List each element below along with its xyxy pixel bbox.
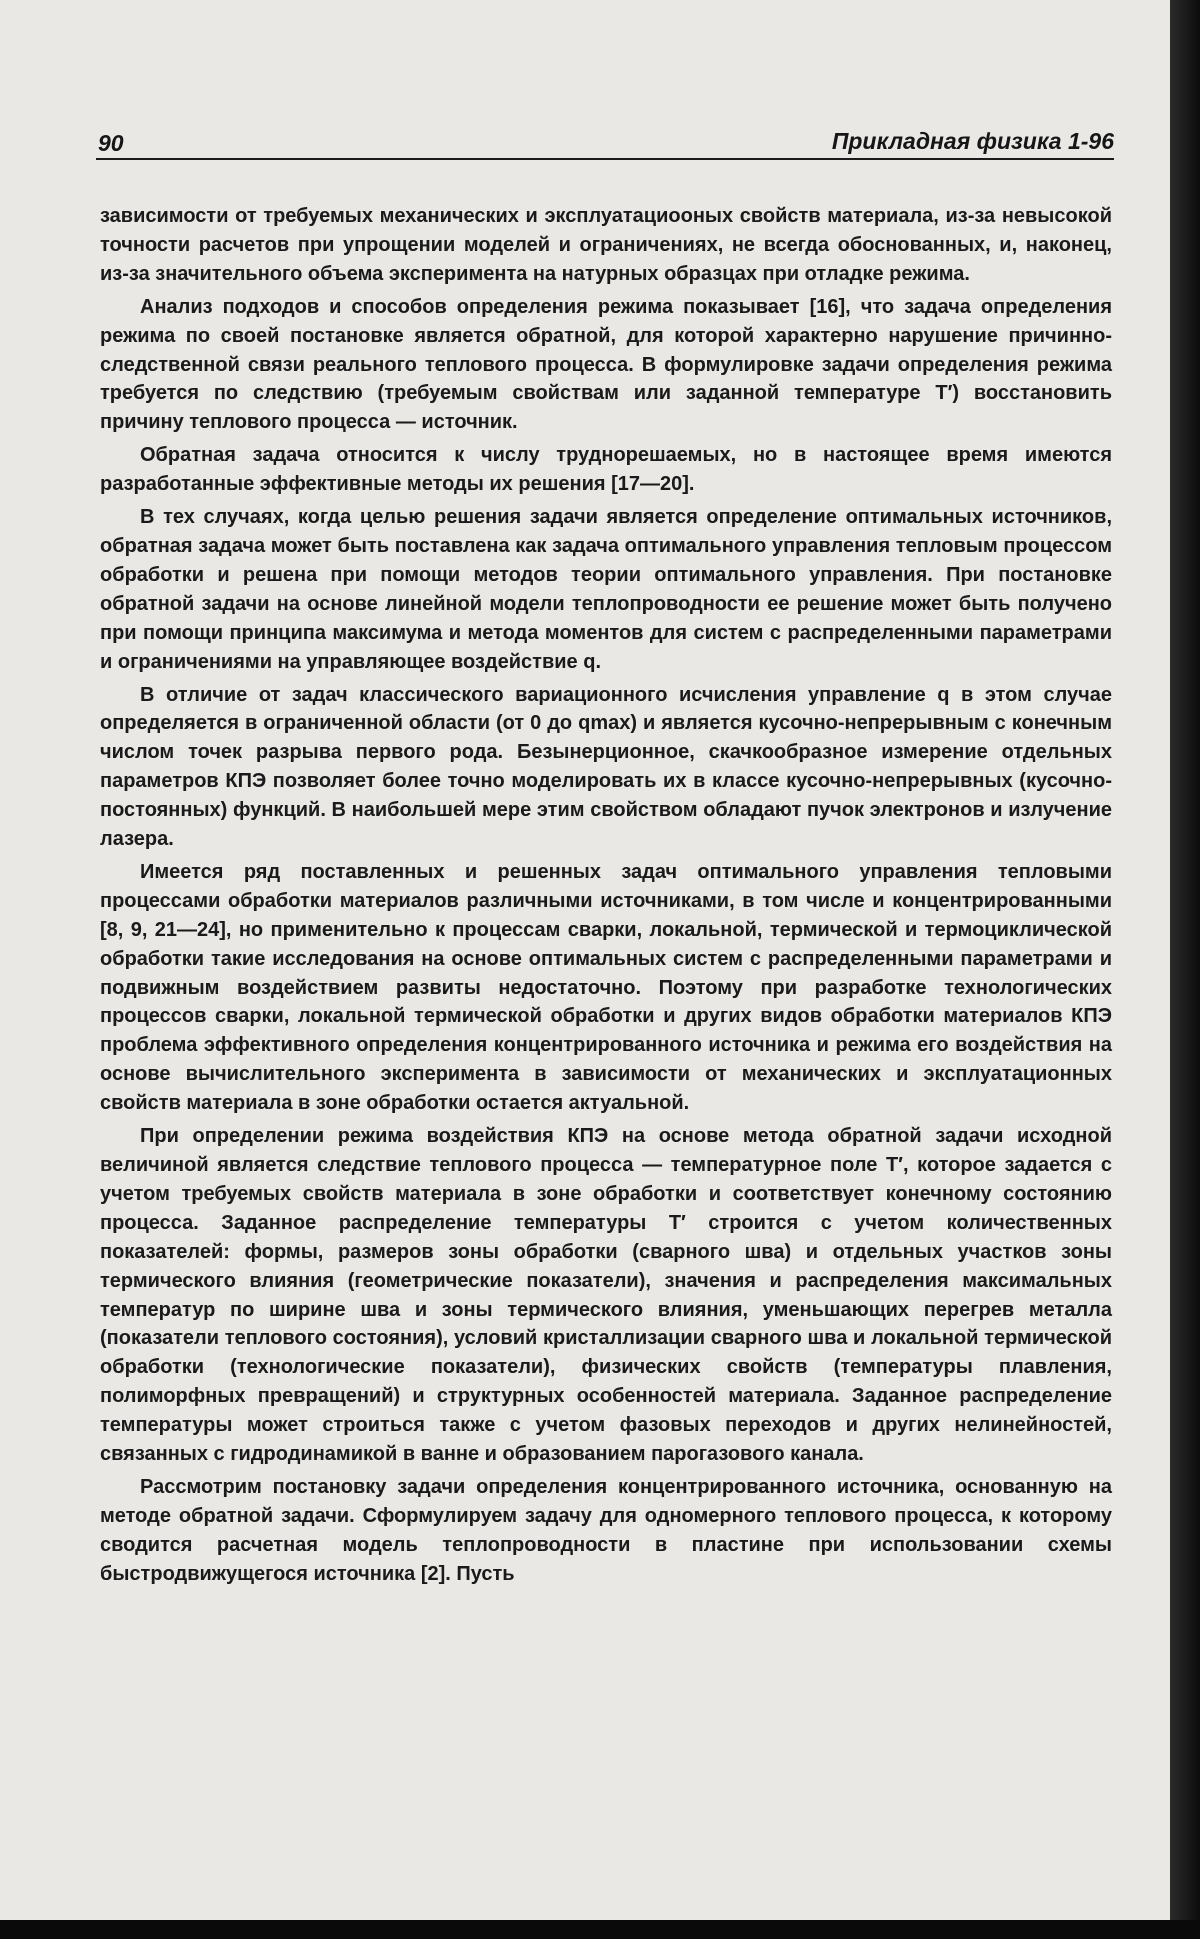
paragraph: Анализ подходов и способов определения режима показывает [16], что задача определения режима по своей постановке является обратной, для которой характерно нарушение причинно-следственной связи реального теплового процесса. В формулировке задачи определения режима требуется по следствию (требуемым свойствам или заданной температуре T′) восстановить причину теплового процесса — источник. xyxy=(100,295,1112,434)
paragraph: Обратная задача относится к числу труднорешаемых, но в настоящее время имеются разработанные эффективные методы их решения [17—20]. xyxy=(100,444,1112,496)
paragraph: В отличие от задач классического вариационного исчисления управление q в этом случае определяется в ограниченной области (от 0 до qmax) и является кусочно-непрерывным с конечным числом точек разрыва первого рода. Безынерционное, скачкообразное измерение отдельных параметров КПЭ позволяет более точно моделировать их в классе кусочно-непрерывных (кусочно-постоянных) функций. В наибольшей мере этим свойством обладают пучок электронов и излучение лазера. xyxy=(100,683,1112,851)
scan-bottom-edge xyxy=(0,1920,1200,1939)
page-header xyxy=(96,126,1114,160)
paragraph: При определении режима воздействия КПЭ на основе метода обратной задачи исходной величиной является следствие теплового процесса — температурное поле T′, которое задается с учетом требуемых свойств материала в зоне обработки и соответствует конечному состоянию процесса. Заданное распределение температуры T′ строится с учетом количественных показателей: формы, размеров зоны обработки (сварного шва) и отдельных участков зоны термического влияния (геометрические показатели), значения и распределения максимальных температур по ширине шва и зоны термического влияния, уменьшающих перегрев металла (показатели теплового состояния), условий кристаллизации сварного шва и локальной термической обработки (технологические показатели), физических свойств (температуры плавления, полиморфных превращений) и структурных особенностей материала. Заданное распределение температуры может строиться также с учетом фазовых переходов и других нелинейностей, связанных с гидродинамикой в ванне и образованием парогазового канала. xyxy=(100,1125,1112,1466)
paragraph: В тех случаях, когда целью решения задачи является определение оптимальных источников, обратная задача может быть поставлена как задача оптимального управления тепловым процессом обработки и решена при помощи методов теории оптимального управления. При постановке обратной задачи на основе линейной модели теплопроводности ее решение может быть получено при помощи принципа максимума и метода моментов для систем с распределенными параметрами и ограничениями на управляющее воздействие q. xyxy=(100,506,1112,673)
paragraph: Рассмотрим постановку задачи определения концентрированного источника, основанную на методе обратной задачи. Сформулируем задачу для одномерного теплового процесса, к которому сводится расчетная модель теплопроводности в пластине при использовании схемы быстродвижущегося источника [2]. Пусть xyxy=(100,1475,1112,1585)
running-title: Прикладная физика 1-96 xyxy=(831,128,1114,154)
paragraph: Имеется ряд поставленных и решенных задач оптимального управления тепловыми процессами обработки материалов различными источниками, в том числе и концентрированными [8, 9, 21—24], но применительно к процессам сварки, локальной, термической и термоциклической обработки такие исследования на основе оптимальных систем с распределенными параметрами и подвижным воздействием развиты недостаточно. Поэтому при разработке технологических процессов сварки, локальной термической обработки и других видов обработки материалов КПЭ проблема эффективного определения концентрированного источника и режима его воздействия на основе вычислительного эксперимента в зависимости от механических и эксплуатационных свойств материала в зоне обработки остается актуальной. xyxy=(100,860,1112,1115)
paragraph: зависимости от требуемых механических и эксплуатациооных свойств материала, из-за невысокой точности расчетов при упрощении моделей и ограничениях, не всегда обоснованных, и, наконец, из-за значительного объема эксперимента на натурных образцах при отладке режима. xyxy=(100,205,1112,285)
body-text xyxy=(100,202,1112,1593)
page-number: 90 xyxy=(98,130,124,156)
scan-right-edge xyxy=(1170,0,1200,1939)
